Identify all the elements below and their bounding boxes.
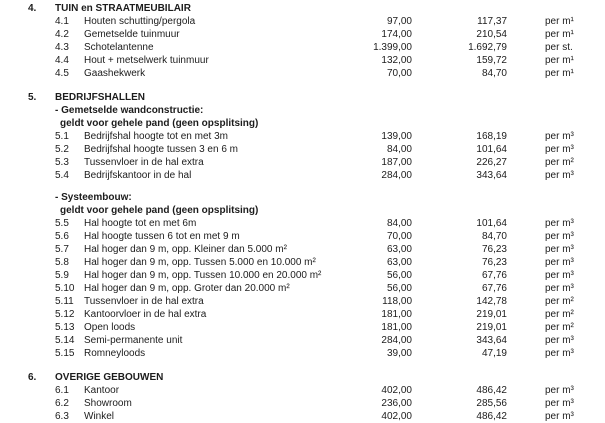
group-header — [0, 191, 605, 204]
row-number: 4.2 — [55, 29, 69, 40]
section-header — [0, 2, 605, 15]
row-value-1: 118,00 — [382, 296, 412, 307]
row-unit: per m³ — [545, 348, 574, 359]
table-row — [0, 169, 605, 182]
row-description: Bedrijfskantoor in de hal — [84, 170, 192, 181]
group-header-line: geldt voor gehele pand (geen opsplitsing) — [60, 118, 259, 129]
row-value-1: 402,00 — [381, 411, 412, 422]
row-unit: per m³ — [545, 218, 574, 229]
table-row — [0, 321, 605, 334]
row-value-1: 181,00 — [381, 309, 412, 320]
group-header — [0, 117, 605, 130]
section-number: 5. — [28, 92, 37, 103]
row-value-1: 402,00 — [381, 385, 412, 396]
section-groups — [0, 15, 605, 80]
row-number: 5.9 — [55, 270, 69, 281]
row-value-1: 132,00 — [381, 55, 412, 66]
section-number: 6. — [28, 372, 37, 383]
table-row — [0, 269, 605, 282]
row-value-2: 168,19 — [476, 131, 507, 142]
group-header-line: geldt voor gehele pand (geen opsplitsing) — [60, 205, 259, 216]
row-value-2: 219,01 — [476, 322, 507, 333]
row-value-1: 236,00 — [381, 398, 412, 409]
row-value-1: 39,00 — [386, 348, 412, 359]
price-list — [0, 2, 605, 423]
row-unit: per m² — [545, 309, 574, 320]
group-header-line: - Systeembouw: — [55, 192, 132, 203]
row-value-2: 101,64 — [476, 144, 507, 155]
row-value-2: 1.692,79 — [468, 42, 507, 53]
section-title: OVERIGE GEBOUWEN — [55, 372, 164, 383]
row-value-1: 63,00 — [386, 257, 412, 268]
row-value-2: 159,72 — [476, 55, 507, 66]
row-number: 6.3 — [55, 411, 69, 422]
row-unit: per m³ — [545, 283, 574, 294]
row-description: Hal hoger dan 9 m, opp. Groter dan 20.000 m² — [84, 283, 290, 294]
row-description: Kantoorvloer in de hal extra — [84, 309, 207, 320]
row-value-1: 187,00 — [381, 157, 412, 168]
section — [0, 2, 605, 80]
row-group — [0, 191, 605, 360]
table-row — [0, 308, 605, 321]
row-value-1: 56,00 — [386, 283, 412, 294]
table-row — [0, 334, 605, 347]
row-number: 5.15 — [55, 348, 75, 359]
row-value-1: 56,00 — [386, 270, 412, 281]
row-value-1: 70,00 — [386, 68, 412, 79]
row-description: Bedrijfshal hoogte tot en met 3m — [84, 131, 228, 142]
section-number: 4. — [28, 3, 37, 14]
row-number: 5.8 — [55, 257, 69, 268]
section-header — [0, 371, 605, 384]
section-groups — [0, 104, 605, 360]
row-unit: per m³ — [545, 398, 574, 409]
table-row — [0, 130, 605, 143]
row-description: Hout + metselwerk tuinmuur — [84, 55, 209, 66]
row-value-1: 97,00 — [386, 16, 412, 27]
row-value-1: 284,00 — [381, 170, 412, 181]
row-unit: per m³ — [545, 335, 574, 346]
row-value-2: 142,78 — [476, 296, 507, 307]
row-value-2: 343,64 — [476, 170, 507, 181]
row-unit: per m³ — [545, 411, 574, 422]
row-number: 5.7 — [55, 244, 69, 255]
table-row — [0, 410, 605, 423]
row-unit: per m² — [545, 296, 574, 307]
row-description: Hal hoogte tussen 6 tot en met 9 m — [84, 231, 240, 242]
row-number: 5.10 — [55, 283, 75, 294]
table-row — [0, 15, 605, 28]
row-value-2: 343,64 — [476, 335, 507, 346]
row-group — [0, 15, 605, 80]
row-number: 5.12 — [55, 309, 75, 320]
section-title: TUIN en STRAATMEUBILAIR — [55, 3, 191, 14]
row-value-2: 101,64 — [476, 218, 507, 229]
section-groups — [0, 384, 605, 423]
row-value-2: 219,01 — [476, 309, 507, 320]
row-number: 5.6 — [55, 231, 69, 242]
row-number: 5.11 — [55, 296, 74, 307]
row-unit: per st. — [545, 42, 573, 53]
table-row — [0, 282, 605, 295]
row-number: 5.1 — [55, 131, 69, 142]
row-value-1: 63,00 — [386, 244, 412, 255]
table-row — [0, 243, 605, 256]
row-value-1: 139,00 — [381, 131, 412, 142]
row-description: Tussenvloer in de hal extra — [84, 157, 204, 168]
row-value-1: 84,00 — [386, 218, 412, 229]
table-row — [0, 217, 605, 230]
row-number: 5.3 — [55, 157, 69, 168]
row-description: Houten schutting/pergola — [84, 16, 196, 27]
row-unit: per m³ — [545, 170, 574, 181]
row-number: 5.4 — [55, 170, 69, 181]
table-row — [0, 41, 605, 54]
table-row — [0, 397, 605, 410]
row-unit: per m¹ — [545, 55, 574, 66]
table-row — [0, 143, 605, 156]
row-unit: per m³ — [545, 257, 574, 268]
row-value-2: 47,19 — [481, 348, 507, 359]
row-value-1: 284,00 — [381, 335, 412, 346]
row-description: Hal hoger dan 9 m, opp. Tussen 10.000 en 20.000 m² — [84, 270, 322, 281]
row-value-1: 1.399,00 — [373, 42, 412, 53]
row-description: Winkel — [84, 411, 115, 422]
row-value-2: 76,23 — [481, 257, 507, 268]
row-number: 4.3 — [55, 42, 69, 53]
table-row — [0, 384, 605, 397]
row-value-2: 486,42 — [476, 411, 507, 422]
section — [0, 91, 605, 360]
row-description: Semi-permanente unit — [84, 335, 183, 346]
row-value-1: 174,00 — [381, 29, 412, 40]
section-title: BEDRIJFSHALLEN — [55, 92, 146, 103]
group-header — [0, 104, 605, 117]
row-description: Hal hoogte tot en met 6m — [84, 218, 197, 229]
row-description: Bedrijfshal hoogte tussen 3 en 6 m — [84, 144, 238, 155]
table-row — [0, 67, 605, 80]
table-row — [0, 28, 605, 41]
row-value-2: 210,54 — [476, 29, 507, 40]
row-description: Kantoor — [84, 385, 120, 396]
row-group — [0, 104, 605, 182]
row-number: 5.2 — [55, 144, 69, 155]
table-row — [0, 54, 605, 67]
row-description: Hal hoger dan 9 m, opp. Kleiner dan 5.000 m² — [84, 244, 287, 255]
table-row — [0, 295, 605, 308]
row-description: Gaashekwerk — [84, 68, 146, 79]
row-unit: per m¹ — [545, 29, 574, 40]
row-value-2: 76,23 — [481, 244, 507, 255]
row-description: Open loods — [84, 322, 136, 333]
row-number: 5.13 — [55, 322, 75, 333]
row-description: Romneyloods — [84, 348, 146, 359]
row-number: 4.5 — [55, 68, 69, 79]
row-group — [0, 384, 605, 423]
row-number: 6.1 — [55, 385, 69, 396]
row-number: 4.4 — [55, 55, 69, 66]
row-description: Schotelantenne — [84, 42, 154, 53]
row-value-2: 117,37 — [477, 16, 507, 27]
row-number: 4.1 — [55, 16, 69, 27]
row-unit: per m¹ — [545, 16, 574, 27]
row-value-2: 67,76 — [481, 270, 507, 281]
row-unit: per m³ — [545, 144, 574, 155]
row-value-2: 486,42 — [476, 385, 507, 396]
row-value-2: 285,56 — [476, 398, 507, 409]
row-unit: per m³ — [545, 385, 574, 396]
row-unit: per m³ — [545, 244, 574, 255]
row-value-2: 67,76 — [481, 283, 507, 294]
section — [0, 371, 605, 423]
row-value-2: 84,70 — [481, 68, 507, 79]
row-unit: per m³ — [545, 231, 574, 242]
row-description: Hal hoger dan 9 m, opp. Tussen 5.000 en 10.000 m² — [84, 257, 316, 268]
row-description: Tussenvloer in de hal extra — [84, 296, 204, 307]
group-header — [0, 204, 605, 217]
row-number: 5.5 — [55, 218, 69, 229]
row-number: 6.2 — [55, 398, 69, 409]
row-value-2: 84,70 — [481, 231, 507, 242]
row-unit: per m¹ — [545, 68, 574, 79]
row-description: Gemetselde tuinmuur — [84, 29, 180, 40]
row-value-1: 181,00 — [381, 322, 412, 333]
table-row — [0, 256, 605, 269]
row-number: 5.14 — [55, 335, 75, 346]
group-header-line: - Gemetselde wandconstructie: — [55, 105, 204, 116]
row-unit: per m² — [545, 322, 574, 333]
row-unit: per m³ — [545, 131, 574, 142]
table-row — [0, 347, 605, 360]
row-value-1: 70,00 — [386, 231, 412, 242]
table-row — [0, 156, 605, 169]
row-unit: per m² — [545, 157, 574, 168]
row-value-1: 84,00 — [386, 144, 412, 155]
row-unit: per m³ — [545, 270, 574, 281]
section-header — [0, 91, 605, 104]
table-row — [0, 230, 605, 243]
row-description: Showroom — [84, 398, 132, 409]
row-value-2: 226,27 — [476, 157, 507, 168]
